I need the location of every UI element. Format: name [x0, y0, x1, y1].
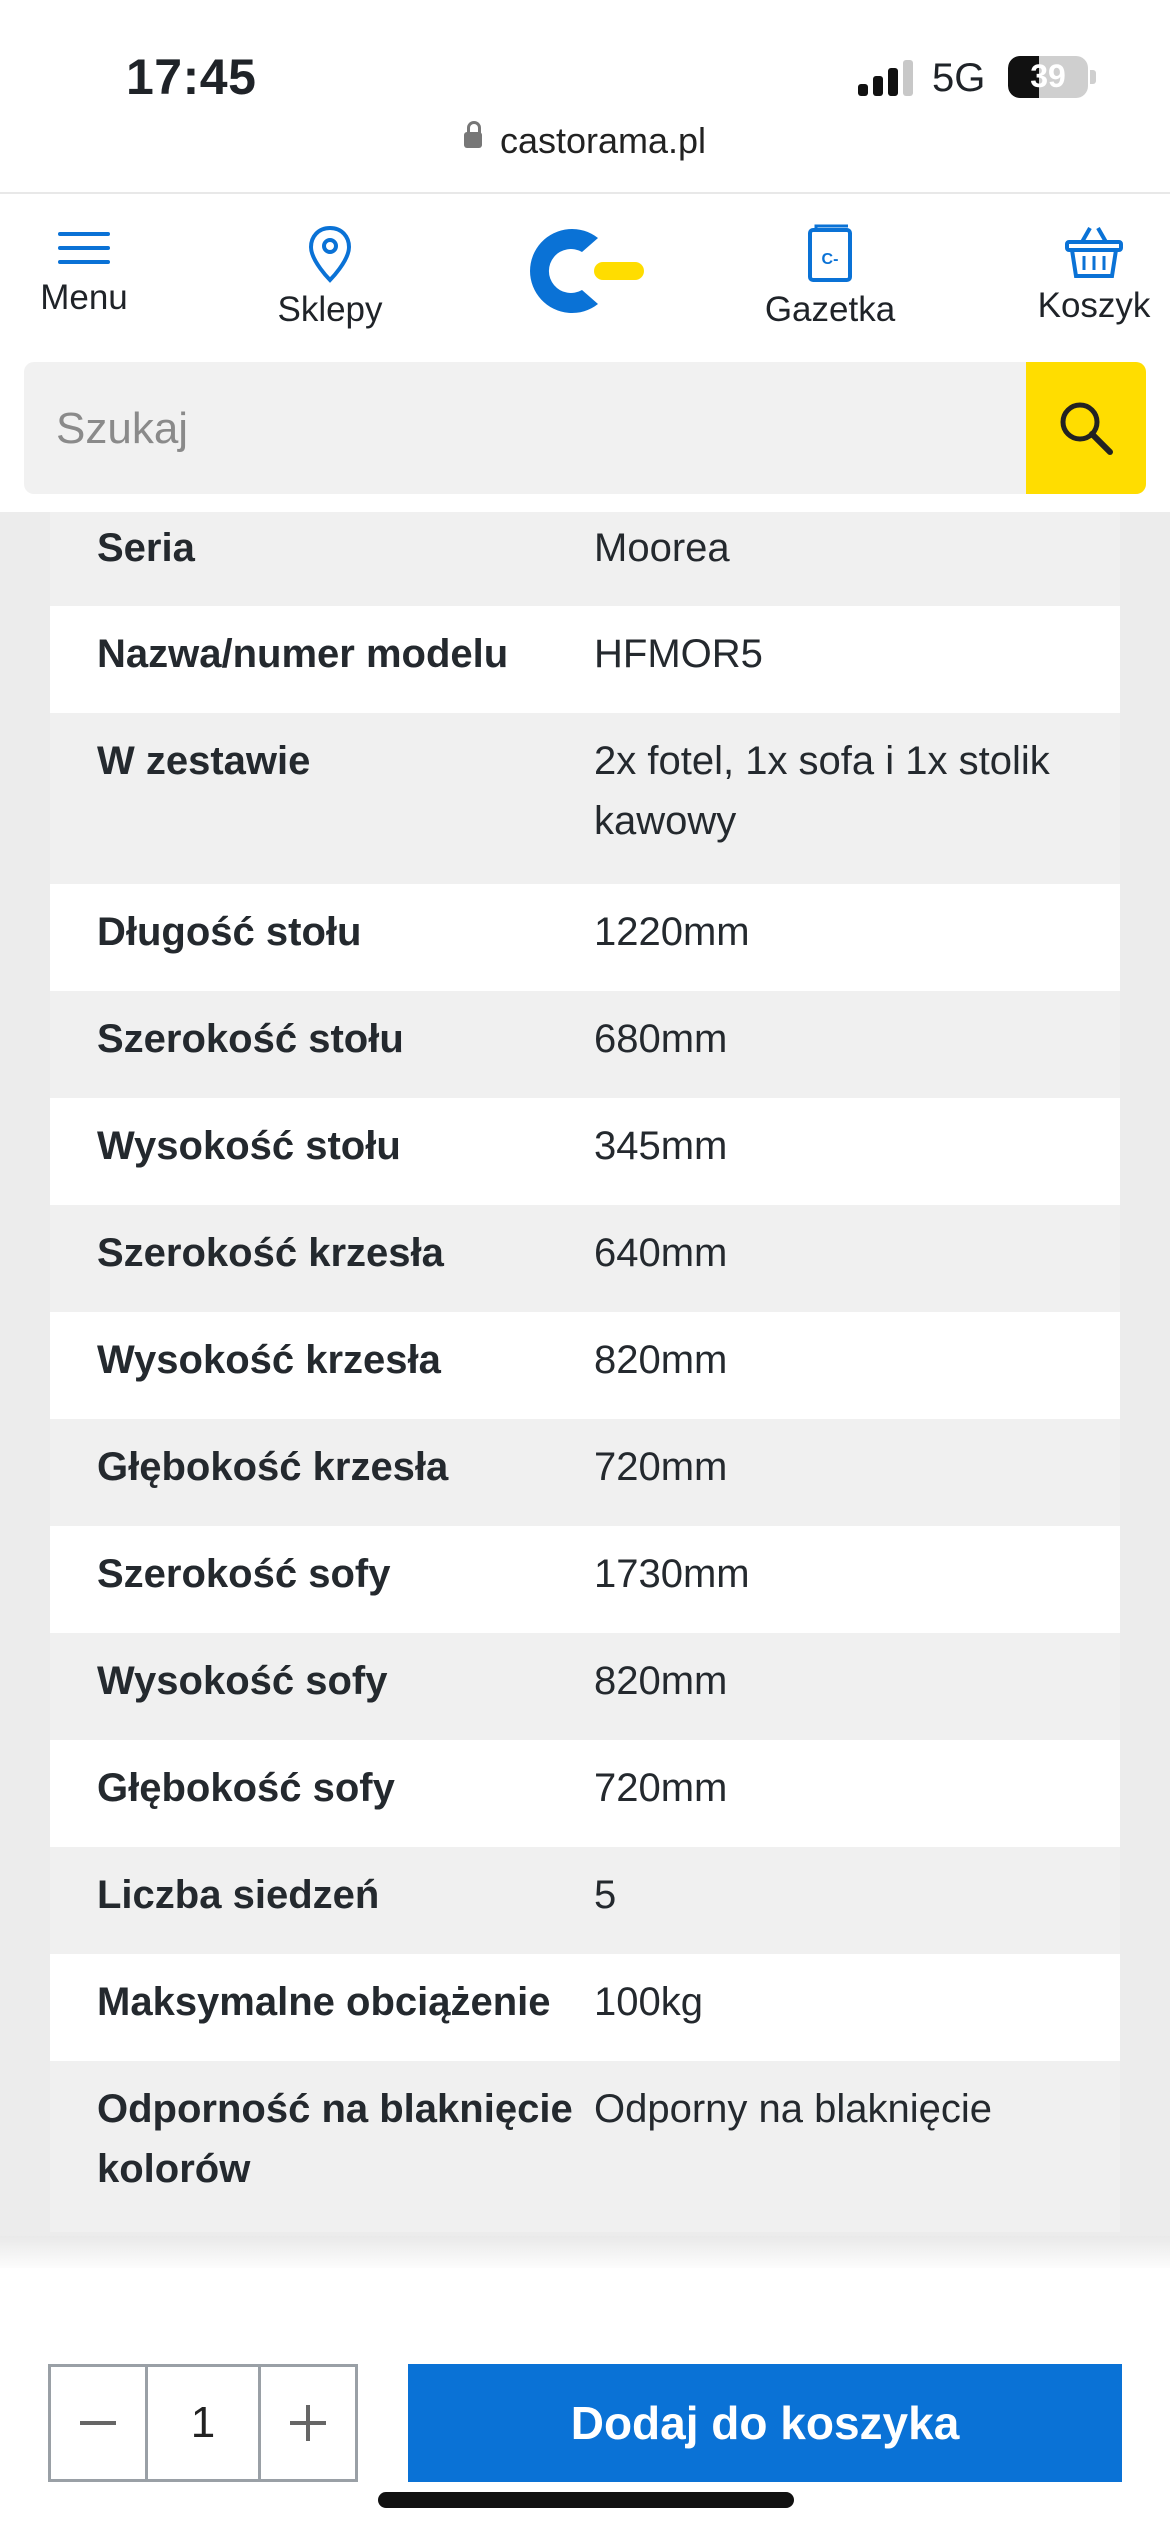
spec-row	[50, 1633, 1120, 1740]
site-header	[0, 194, 1170, 344]
status-bar	[0, 0, 1170, 130]
network-type: 5G	[932, 56, 986, 100]
spec-row	[50, 1205, 1120, 1312]
stores-button[interactable]	[268, 224, 392, 330]
spec-value: Odporny na blaknięcie	[594, 2087, 993, 2131]
spec-row	[50, 713, 1120, 884]
spec-label: Głębokość krzesła	[97, 1445, 449, 1489]
castorama-logo[interactable]	[510, 216, 650, 326]
basket-icon	[1064, 224, 1124, 280]
flyer-icon	[804, 224, 856, 284]
spec-label: Maksymalne obciążenie	[97, 1980, 551, 2024]
search-icon	[1054, 396, 1118, 460]
logo-icon	[510, 216, 650, 326]
spec-label: Długość stołu	[97, 910, 362, 954]
cart-button[interactable]	[1024, 224, 1164, 326]
flyer-label: Gazetka	[764, 290, 896, 329]
stores-label: Sklepy	[277, 290, 383, 329]
specs-table	[50, 512, 1120, 2232]
spec-label: Wysokość krzesła	[97, 1338, 441, 1382]
spec-label: Wysokość sofy	[97, 1659, 388, 1703]
menu-label: Menu	[40, 278, 128, 317]
spec-label: Głębokość sofy	[97, 1766, 395, 1810]
search-button[interactable]	[1026, 362, 1146, 494]
spec-value: Moorea	[594, 526, 730, 570]
spec-row	[50, 606, 1120, 713]
spec-label: Odporność na blaknięcie kolorów	[97, 2087, 573, 2191]
flyer-button[interactable]	[760, 224, 900, 330]
url-text: castorama.pl	[499, 120, 707, 161]
spec-value: 720mm	[594, 1766, 728, 1810]
spec-value: 820mm	[594, 1659, 728, 1703]
spec-value: 100kg	[594, 1980, 703, 2024]
battery-cap	[1090, 70, 1096, 84]
spec-label: Szerokość sofy	[97, 1552, 391, 1596]
spec-value: 5	[594, 1873, 617, 1917]
scroll-fade	[0, 2236, 1170, 2272]
spec-label: Szerokość stołu	[97, 1017, 404, 1061]
spec-row	[50, 1954, 1120, 2061]
home-indicator	[378, 2492, 794, 2508]
spec-label: Szerokość krzesła	[97, 1231, 444, 1275]
location-pin-icon	[306, 224, 354, 284]
spec-row	[50, 1312, 1120, 1419]
menu-button[interactable]	[22, 224, 146, 318]
spec-row	[50, 512, 1120, 606]
spec-value: 720mm	[594, 1445, 728, 1489]
spec-row	[50, 1847, 1120, 1954]
spec-label: Wysokość stołu	[97, 1124, 401, 1168]
spec-row	[50, 2061, 1120, 2232]
quantity-stepper	[48, 2364, 358, 2482]
lock-icon	[464, 132, 482, 148]
battery-icon	[1008, 56, 1088, 98]
quantity-input[interactable]: 1	[145, 2367, 261, 2479]
cart-label: Koszyk	[1037, 286, 1151, 325]
signal-icon	[858, 60, 918, 96]
spec-label: W zestawie	[97, 739, 311, 783]
spec-value: 820mm	[594, 1338, 728, 1382]
spec-row	[50, 884, 1120, 991]
spec-value: 640mm	[594, 1231, 728, 1275]
spec-value: 1220mm	[594, 910, 750, 954]
spec-row	[50, 1419, 1120, 1526]
spec-value: 345mm	[594, 1124, 728, 1168]
spec-row	[50, 1740, 1120, 1847]
add-to-cart-button[interactable]: Dodaj do koszyka	[408, 2364, 1122, 2482]
spec-label: Liczba siedzeń	[97, 1873, 380, 1917]
spec-value: 1730mm	[594, 1552, 750, 1596]
decrease-quantity-button[interactable]	[51, 2367, 145, 2479]
spec-label: Nazwa/numer modelu	[97, 632, 509, 676]
spec-value: 680mm	[594, 1017, 728, 1061]
status-time: 17:45	[126, 49, 257, 105]
spec-row	[50, 1526, 1120, 1633]
minus-icon	[78, 2403, 118, 2443]
address-bar[interactable]	[0, 120, 1170, 162]
svg-text:C-: C-	[821, 251, 839, 268]
spec-row	[50, 1098, 1120, 1205]
spec-value: HFMOR5	[594, 632, 763, 676]
search-input[interactable]	[54, 362, 1008, 494]
plus-icon	[288, 2403, 328, 2443]
spec-row	[50, 991, 1120, 1098]
spec-label: Seria	[97, 526, 195, 570]
hamburger-icon	[56, 224, 112, 272]
increase-quantity-button[interactable]	[261, 2367, 355, 2479]
spec-value: 2x fotel, 1x sofa i 1x stolik kawowy	[594, 739, 1050, 843]
battery-level: 39	[1030, 58, 1066, 94]
search-bar	[24, 362, 1146, 494]
